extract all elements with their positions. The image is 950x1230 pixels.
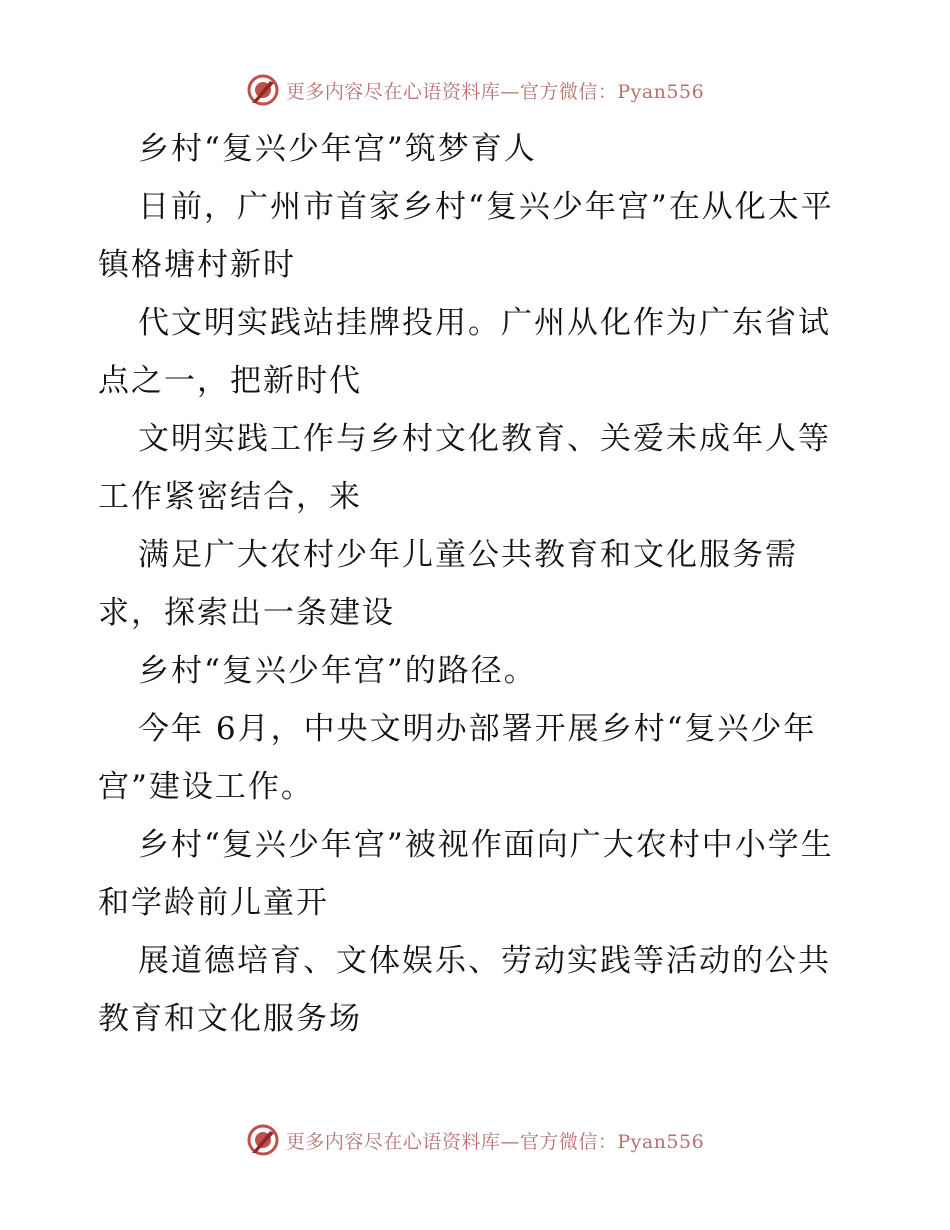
paragraph: 乡村“复兴少年宫”的路径。 — [138, 653, 537, 689]
paragraph: 乡村“复兴少年宫”被视作面向广大农村中小学生和学龄前儿童开 — [98, 827, 834, 921]
paragraph: 文明实践工作与乡村文化教育、关爱未成年人等工作紧密结合，来 — [98, 421, 831, 515]
paragraph: 日前，广州市首家乡村“复兴少年宫”在从化太平镇格塘村新时 — [98, 189, 834, 283]
red-quill-seal-icon — [246, 1123, 280, 1157]
footer-banner-text: 更多内容尽在心语资料库—官方微信：Pyan556 — [285, 1130, 705, 1153]
paragraph: 今年 6月，中央文明办部署开展乡村“复兴少年宫”建设工作。 — [98, 711, 817, 805]
paragraph: 代文明实践站挂牌投用。广州从化作为广东省试点之一，把新时代 — [98, 305, 831, 399]
paragraph: 展道德培育、文体娱乐、劳动实践等活动的公共教育和文化服务场 — [98, 943, 831, 1037]
red-quill-seal-icon — [246, 73, 280, 107]
document-body — [98, 120, 858, 1048]
header-banner — [0, 70, 950, 110]
header-banner-text: 更多内容尽在心语资料库—官方微信：Pyan556 — [285, 80, 705, 103]
paragraph: 满足广大农村少年儿童公共教育和文化服务需求，探索出一条建设 — [98, 537, 798, 631]
paragraph-title: 乡村“复兴少年宫”筑梦育人 — [138, 131, 537, 167]
footer-banner — [0, 1120, 950, 1160]
